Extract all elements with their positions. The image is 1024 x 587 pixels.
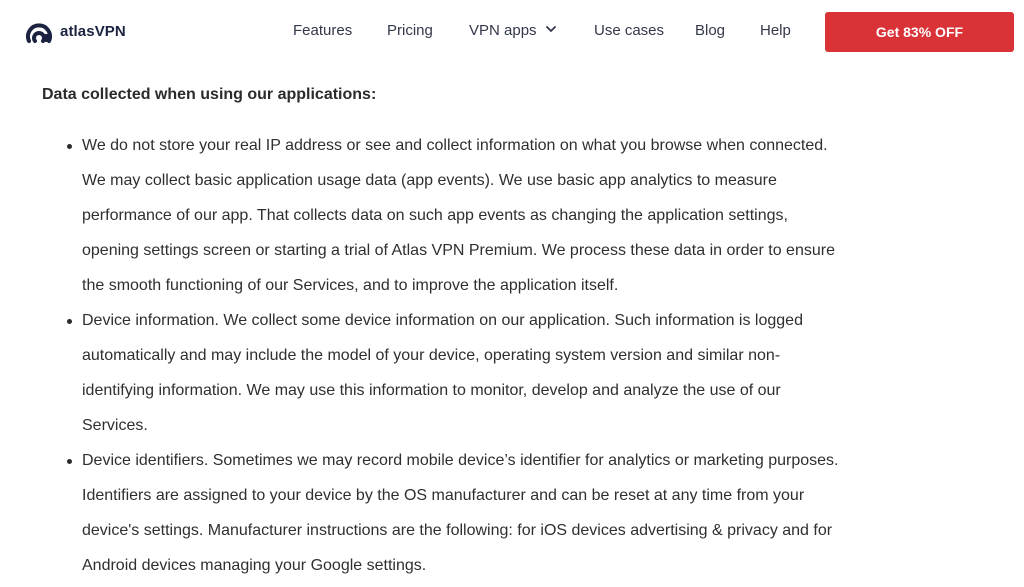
list-item-line: Services. <box>82 417 148 434</box>
list-item-line: performance of our app. That collects data on such app events as changing the application settings, <box>82 207 788 224</box>
list-item-line: the smooth functioning of our Services, and to improve the application itself. <box>82 277 619 294</box>
list-item-line: opening settings screen or starting a trial of Atlas VPN Premium. We process these data in order to ensure <box>82 242 835 259</box>
list-item-line: device's settings. Manufacturer instructions are the following: for iOS devices advertising & privacy and for <box>82 522 833 539</box>
list-item-line: Device information. We collect some device information on our application. Such information is logged <box>82 312 803 329</box>
list-item-line: Android devices managing your Google settings. <box>82 557 427 574</box>
get-discount-button[interactable]: Get 83% OFF <box>825 12 1014 52</box>
list-item-line: We may collect basic application usage data (app events). We use basic app analytics to measure <box>82 172 777 189</box>
nav-features[interactable]: Features <box>293 22 353 39</box>
nav-vpn-apps[interactable] <box>469 22 556 39</box>
bullet-dot <box>67 144 72 149</box>
nav-vpn-apps-label: VPN apps <box>469 22 537 39</box>
list-item-line: Device identifiers. Sometimes we may record mobile device’s identifier for analytics or marketing purposes. <box>82 452 839 469</box>
list-item-line: We do not store your real IP address or see and collect information on what you browse when connected. <box>82 137 828 154</box>
bullet-dot <box>67 319 72 324</box>
site-header <box>0 0 1024 64</box>
nav-help[interactable]: Help <box>760 22 791 39</box>
privacy-content <box>0 64 1024 587</box>
nav-blog[interactable]: Blog <box>695 22 726 39</box>
nav-use-cases[interactable]: Use cases <box>594 22 665 39</box>
chevron-down-icon <box>546 26 556 33</box>
bullet-dot <box>67 459 72 464</box>
list-item-line: identifying information. We may use this information to monitor, develop and analyze the use of our <box>82 382 781 399</box>
nav-pricing[interactable]: Pricing <box>387 22 433 39</box>
list-item-line: Identifiers are assigned to your device by the OS manufacturer and can be reset at any time from your <box>82 487 805 504</box>
section-heading: Data collected when using our applications: <box>42 86 377 103</box>
logo-text: atlasVPN <box>60 22 126 40</box>
list-item-line: automatically and may include the model of your device, operating system version and similar non- <box>82 347 781 364</box>
